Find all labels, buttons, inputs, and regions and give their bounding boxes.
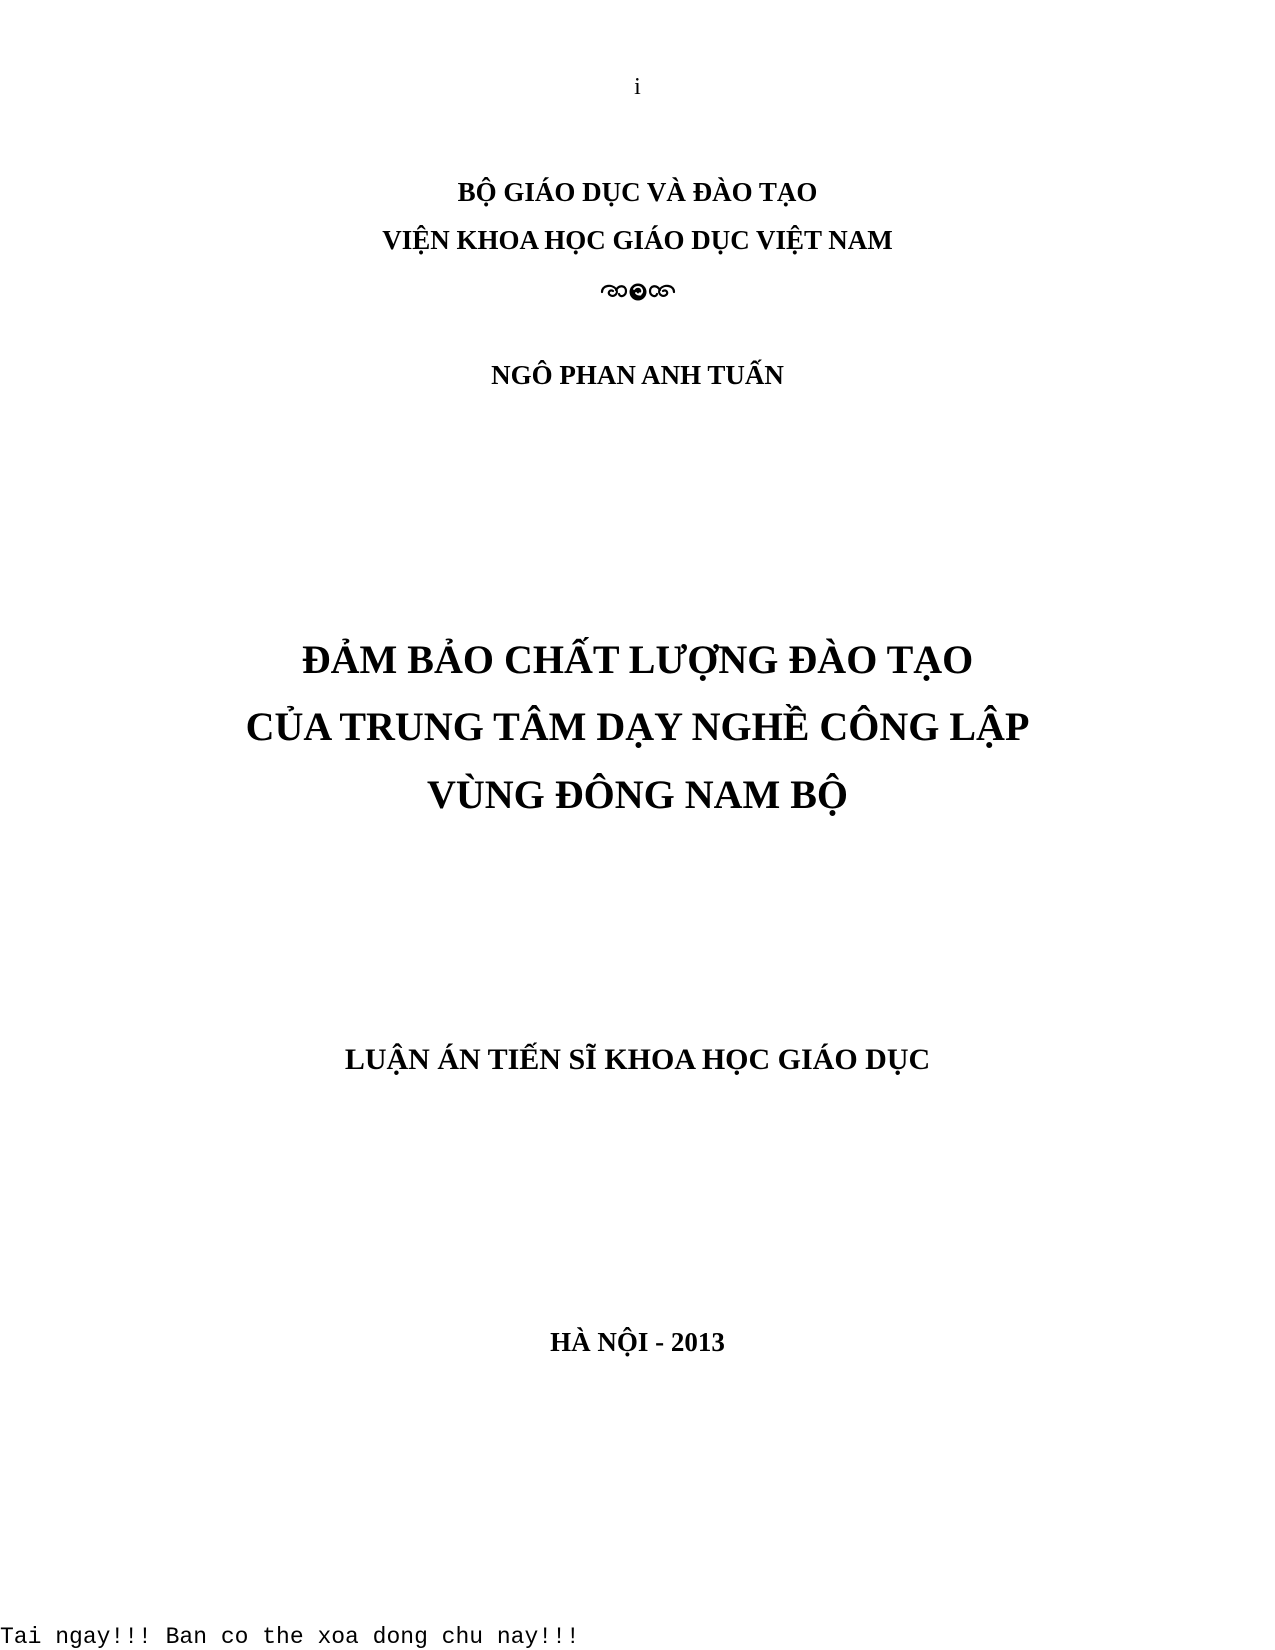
watermark-note: Tai ngay!!! Ban co the xoa dong chu nay!!! xyxy=(0,1624,580,1650)
institute-name: VIỆN KHOA HỌC GIÁO DỤC VIỆT NAM xyxy=(382,225,893,255)
ministry-name: BỘ GIÁO DỤC VÀ ĐÀO TẠO xyxy=(457,177,818,207)
thesis-title-line: ĐẢM BẢO CHẤT LƯỢNG ĐÀO TẠO xyxy=(301,637,974,682)
author-name: NGÔ PHAN ANH TUẤN xyxy=(491,360,784,390)
thesis-title-line: CỦA TRUNG TÂM DẠY NGHỀ CÔNG LẬP xyxy=(245,704,1030,749)
place-and-year: HÀ NỘI - 2013 xyxy=(550,1327,725,1357)
decorative-flourish-icon xyxy=(0,280,1275,304)
page-number: i xyxy=(634,74,641,100)
thesis-title-line: VÙNG ĐÔNG NAM BỘ xyxy=(426,772,849,817)
degree-type: LUẬN ÁN TIẾN SĨ KHOA HỌC GIÁO DỤC xyxy=(344,1043,931,1076)
